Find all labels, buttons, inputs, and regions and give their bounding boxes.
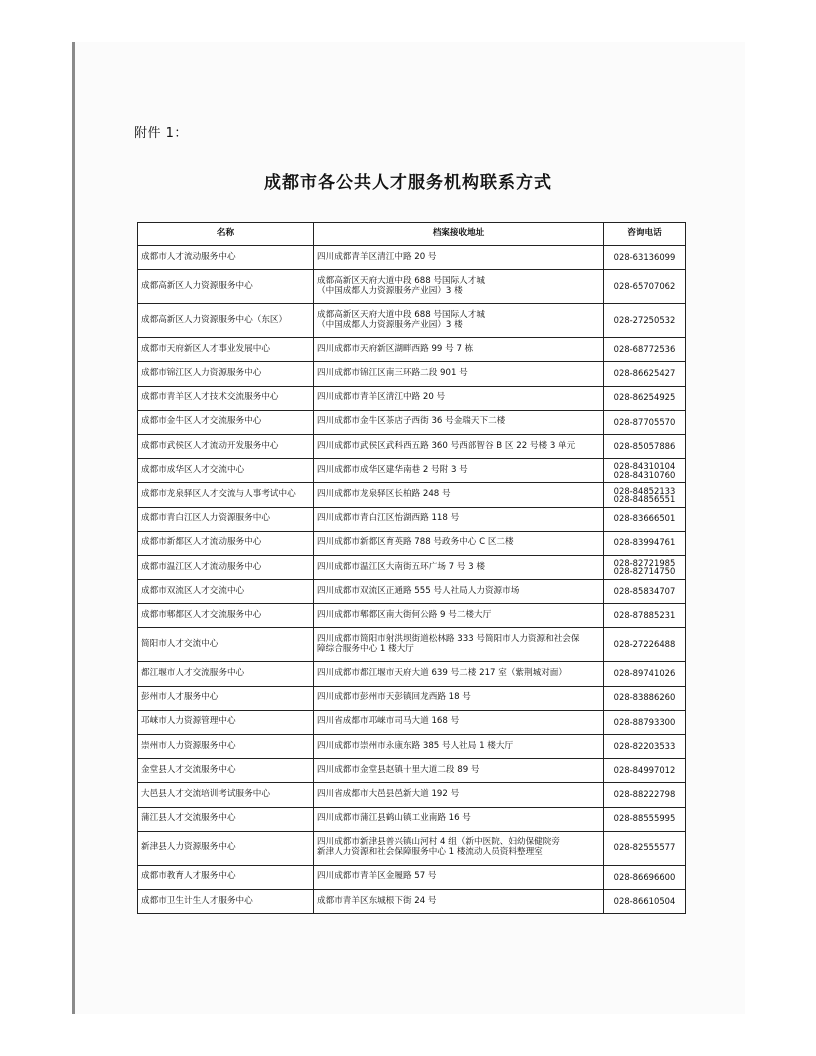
cell-address [314,410,604,434]
phone-number: 028-27226488 [613,639,676,650]
address-line: 四川成都市青羊区清江中路 20 号 [317,392,446,403]
cell-phone [604,338,686,362]
cell-phone [604,410,686,434]
table-row [138,507,686,531]
cell-name: 新津县人力资源服务中心 [138,831,314,865]
address-line: 四川成都市锦江区南三环路二段 901 号 [317,368,468,379]
cell-name: 成都市龙泉驿区人才交流与人事考试中心 [138,483,314,507]
cell-name: 简阳市人才交流中心 [138,628,314,662]
cell-address [314,831,604,865]
table-row [138,831,686,865]
address-line: 成都高新区天府大道中段 688 号国际人才城 [317,275,485,286]
cell-address [314,434,604,458]
table-row [138,338,686,362]
phone-number: 028-87705570 [613,416,676,427]
cell-address [314,386,604,410]
cell-address [314,531,604,555]
cell-phone [604,483,686,507]
phone-number: 028-82203533 [613,740,676,751]
phone-number: 028-86610504 [613,895,676,906]
table-row [138,531,686,555]
phone-number: 028-86696600 [613,871,676,882]
address-line: 四川成都市都江堰市天府大道 639 号二楼 217 室（紫荆城对面） [317,668,567,679]
contacts-table [137,222,686,914]
cell-address [314,735,604,759]
table-row [138,889,686,913]
phone-number: 028-65707062 [613,280,676,291]
table-row [138,459,686,483]
cell-name: 成都市教育人才服务中心 [138,865,314,889]
address-line: 成都高新区天府大道中段 688 号国际人才城 [317,309,485,320]
cell-address [314,662,604,686]
phone-number: 028-88793300 [613,716,676,727]
address-line: 四川成都市青白江区怡湖西路 118 号 [317,513,460,524]
cell-name: 成都市锦江区人力资源服务中心 [138,362,314,386]
cell-name: 金堂县人才交流服务中心 [138,759,314,783]
attachment-label: 附件 1： [134,126,188,141]
address-line: 四川成都市蒲江县鹤山镇工业南路 16 号 [317,813,471,824]
cell-phone [604,459,686,483]
cell-name: 崇州市人力资源服务中心 [138,735,314,759]
table-row [138,662,686,686]
cell-address [314,604,604,628]
cell-name: 大邑县人才交流培训考试服务中心 [138,783,314,807]
cell-phone [604,386,686,410]
cell-name: 成都高新区人力资源服务中心（东区） [138,304,314,338]
table-row [138,580,686,604]
cell-phone [604,270,686,304]
cell-phone [604,686,686,710]
address-line: 四川省成都市大邑县邑新大道 192 号 [317,789,460,800]
address-line: 四川成都市青羊区金履路 57 号 [317,871,437,882]
cell-name: 成都市青白江区人力资源服务中心 [138,507,314,531]
cell-phone [604,710,686,734]
address-line: 四川成都市简阳市射洪坝街道松林路 333 号简阳市人力资源和社会保 [317,634,580,645]
column-header-address: 档案接收地址 [314,223,604,246]
cell-address [314,555,604,579]
table-row [138,807,686,831]
cell-address [314,865,604,889]
cell-name: 成都市金牛区人才交流服务中心 [138,410,314,434]
cell-address [314,483,604,507]
table-row [138,304,686,338]
cell-address [314,783,604,807]
cell-address [314,270,604,304]
cell-address [314,889,604,913]
cell-name: 成都市青羊区人才技术交流服务中心 [138,386,314,410]
cell-address [314,507,604,531]
address-line: 四川成都市双流区正通路 555 号人社局人力资源市场 [317,585,520,596]
table-row [138,270,686,304]
cell-address [314,362,604,386]
cell-address [314,807,604,831]
phone-number: 028-63136099 [613,251,676,262]
cell-phone [604,531,686,555]
cell-address [314,628,604,662]
address-line: （中国成都人力资源服务产业园）3 楼 [317,319,463,330]
phone-number: 028-85834707 [613,585,676,596]
address-line: 四川成都市崇州市永康东路 385 号人社局 1 楼大厅 [317,740,514,751]
cell-name: 成都市温江区人才流动服务中心 [138,555,314,579]
address-line: 新津人力资源和社会保障服务中心 1 楼流动人员资料整理室 [317,847,543,858]
cell-name: 都江堰市人才交流服务中心 [138,662,314,686]
table-row [138,735,686,759]
address-line: （中国成都人力资源服务产业园）3 楼 [317,285,463,296]
cell-phone [604,362,686,386]
cell-name: 成都市卫生计生人才服务中心 [138,889,314,913]
cell-name: 成都市郫都区人才交流服务中心 [138,604,314,628]
table-row [138,483,686,507]
cell-address [314,459,604,483]
table-row [138,865,686,889]
cell-address [314,686,604,710]
cell-address [314,710,604,734]
phone-number: 028-84852133 [613,485,676,496]
phone-number: 028-84856551 [613,493,676,504]
phone-number: 028-82714750 [613,566,676,577]
cell-name: 成都市天府新区人才事业发展中心 [138,338,314,362]
address-line: 四川成都市新都区育英路 788 号政务中心 C 区二楼 [317,537,514,548]
phone-number: 028-88222798 [613,789,676,800]
cell-phone [604,783,686,807]
table-row [138,434,686,458]
cell-address [314,304,604,338]
table-row [138,686,686,710]
address-line: 四川成都市天府新区湖畔西路 99 号 7 栋 [317,343,474,354]
table-header-row [138,223,686,246]
cell-name: 邛崃市人力资源管理中心 [138,710,314,734]
address-line: 四川成都市彭州市天彭镇回龙西路 18 号 [317,692,471,703]
address-line: 四川成都市成华区建华南巷 2 号附 3 号 [317,464,468,475]
address-line: 四川成都市郫都区南大街何公路 9 号二楼大厅 [317,609,492,620]
phone-number: 028-82555577 [613,842,676,853]
table-row [138,783,686,807]
cell-name: 成都市双流区人才交流中心 [138,580,314,604]
phone-number: 028-83994761 [613,537,676,548]
cell-phone [604,507,686,531]
table-row [138,759,686,783]
cell-phone [604,889,686,913]
address-line: 四川成都市龙泉驿区长柏路 248 号 [317,488,451,499]
address-line: 四川成都市金牛区茶店子西街 36 号金瑞天下二楼 [317,416,506,427]
cell-name: 蒲江县人才交流服务中心 [138,807,314,831]
phone-number: 028-82721985 [613,558,676,569]
address-line: 障综合服务中心 1 楼大厅 [317,643,414,654]
cell-phone [604,628,686,662]
table-row [138,555,686,579]
address-line: 四川成都市金堂县赵镇十里大道二段 89 号 [317,764,480,775]
phone-number: 028-87885231 [613,610,676,621]
cell-name: 成都市新都区人才流动服务中心 [138,531,314,555]
cell-phone [604,434,686,458]
table-row [138,604,686,628]
cell-phone [604,555,686,579]
phone-number: 028-84310104 [613,461,676,472]
cell-address [314,246,604,270]
cell-phone [604,831,686,865]
cell-name: 彭州市人才服务中心 [138,686,314,710]
cell-name: 成都市成华区人才交流中心 [138,459,314,483]
phone-number: 028-88555995 [613,813,676,824]
cell-phone [604,604,686,628]
cell-name: 成都高新区人力资源服务中心 [138,270,314,304]
phone-number: 028-86254925 [613,392,676,403]
phone-number: 028-85057886 [613,440,676,451]
address-line: 四川成都市温江区大南街五环广场 7 号 3 楼 [317,561,485,572]
cell-address [314,338,604,362]
cell-address [314,759,604,783]
table-row [138,246,686,270]
table-row [138,710,686,734]
phone-number: 028-83886260 [613,692,676,703]
address-line: 四川成都市新津县普兴镇山河村 4 组（新中医院、妇幼保健院旁 [317,837,560,848]
cell-address [314,580,604,604]
phone-number: 028-27250532 [613,314,676,325]
cell-phone [604,735,686,759]
phone-number: 028-83666501 [613,513,676,524]
address-line: 四川省成都市邛崃市司马大道 168 号 [317,716,460,727]
phone-number: 028-84997012 [613,764,676,775]
cell-phone [604,807,686,831]
cell-name: 成都市武侯区人才流动开发服务中心 [138,434,314,458]
column-header-phone: 咨询电话 [604,223,686,246]
cell-phone [604,580,686,604]
address-line: 四川成都市武侯区武科西五路 360 号西部智谷 B 区 22 号楼 3 单元 [317,440,576,451]
phone-number: 028-89741026 [613,668,676,679]
table-row [138,410,686,434]
table-row [138,362,686,386]
page-title: 成都市各公共人才服务机构联系方式 [264,173,552,193]
cell-phone [604,304,686,338]
cell-phone [604,662,686,686]
phone-number: 028-68772536 [613,343,676,354]
phone-number: 028-84310760 [613,469,676,480]
address-line: 成都市青羊区东城根下街 24 号 [317,895,437,906]
table-row [138,386,686,410]
phone-number: 028-86625427 [613,368,676,379]
cell-phone [604,865,686,889]
cell-name: 成都市人才流动服务中心 [138,246,314,270]
cell-phone [604,759,686,783]
cell-phone [604,246,686,270]
table-row [138,628,686,662]
column-header-name: 名称 [138,223,314,246]
address-line: 四川成都青羊区清江中路 20 号 [317,251,437,262]
